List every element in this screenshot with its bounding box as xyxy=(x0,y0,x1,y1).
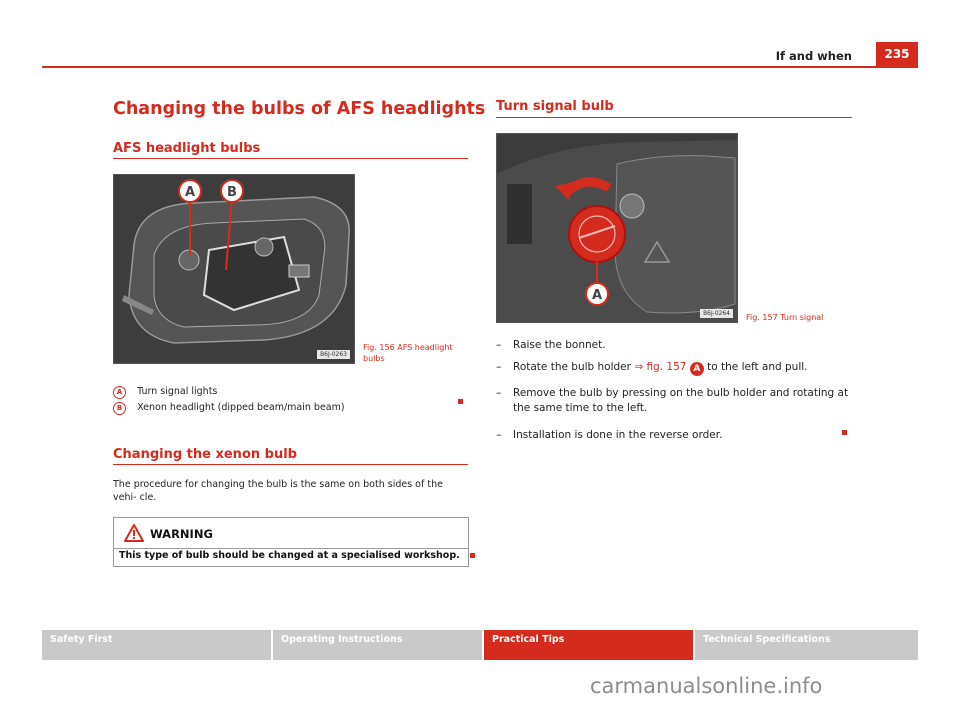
section-title-turn-signal: Turn signal bulb xyxy=(496,99,614,114)
step-list xyxy=(496,338,852,448)
legend-key-badge: B xyxy=(113,402,126,415)
legend-list xyxy=(113,379,453,411)
figure-id: B6J-0263 xyxy=(317,350,350,359)
warning-box xyxy=(113,517,469,567)
section-end-mark xyxy=(458,399,463,404)
figure-caption: Fig. 157 Turn signal xyxy=(746,313,824,322)
footer-nav xyxy=(42,630,918,660)
callout-badge: A xyxy=(690,362,704,376)
figure-id: B6J-0264 xyxy=(700,309,733,318)
warning-text: This type of bulb should be changed at a specialised workshop. xyxy=(119,550,460,561)
headlight-illustration xyxy=(114,175,354,363)
page-number: 235 xyxy=(884,47,910,61)
legend-item xyxy=(113,395,453,411)
step-text-post: to the left and pull. xyxy=(703,361,808,373)
list-dash: – xyxy=(496,338,502,351)
legend-text: Xenon headlight (dipped beam/main beam) xyxy=(137,402,345,413)
figure-turn-signal xyxy=(496,133,738,323)
section-rule-xenon xyxy=(113,464,468,465)
footer-tab-practical-tips[interactable]: Practical Tips xyxy=(484,630,693,660)
section-title-xenon: Changing the xenon bulb xyxy=(113,447,297,462)
legend-text: Turn signal lights xyxy=(137,386,218,397)
list-dash: – xyxy=(496,360,502,373)
list-dash: – xyxy=(496,428,502,441)
step-text xyxy=(513,360,853,376)
list-item xyxy=(496,386,852,428)
section-rule-turn-signal xyxy=(496,117,852,118)
legend-item xyxy=(113,379,453,395)
section-end-mark xyxy=(470,553,475,558)
figure-afs-headlight xyxy=(113,174,355,364)
header-rule xyxy=(42,66,918,68)
section-title-afs: AFS headlight bulbs xyxy=(113,141,261,156)
step-text: Remove the bulb by pressing on the bulb holder and rotating at the same time to the left. xyxy=(513,387,849,414)
step-text: Raise the bonnet. xyxy=(513,339,606,351)
callout-a: A xyxy=(591,288,603,303)
warning-header xyxy=(114,518,468,549)
figure-reference-link[interactable]: ⇒ fig. 157 xyxy=(634,361,687,373)
figure-caption: Fig. 156 AFS headlight bulbs xyxy=(363,343,453,363)
watermark: carmanualsonline.info xyxy=(590,674,823,698)
list-dash: – xyxy=(496,386,502,399)
step-text: Installation is done in the reverse order. xyxy=(513,429,723,441)
footer-tab-technical-specifications[interactable]: Technical Specifications xyxy=(695,630,918,660)
callout-a: A xyxy=(184,185,196,200)
warning-title: WARNING xyxy=(150,527,213,541)
warning-icon xyxy=(124,524,144,542)
section-rule-afs xyxy=(113,158,468,159)
list-item xyxy=(496,338,852,360)
list-item xyxy=(496,428,852,448)
turn-signal-illustration xyxy=(497,134,737,322)
list-item xyxy=(496,360,852,386)
xenon-body-text: The procedure for changing the bulb is the same on both sides of the vehi- cle. xyxy=(113,479,443,503)
footer-tab-operating-instructions[interactable]: Operating Instructions xyxy=(273,630,482,660)
footer-tab-safety-first[interactable]: Safety First xyxy=(42,630,271,660)
page-title: Changing the bulbs of AFS headlights xyxy=(113,99,486,119)
legend-key-badge: A xyxy=(113,386,126,399)
running-head: If and when xyxy=(775,49,852,63)
step-text-pre: Rotate the bulb holder xyxy=(513,361,635,373)
section-end-mark xyxy=(842,430,847,435)
callout-b: B xyxy=(227,185,237,200)
